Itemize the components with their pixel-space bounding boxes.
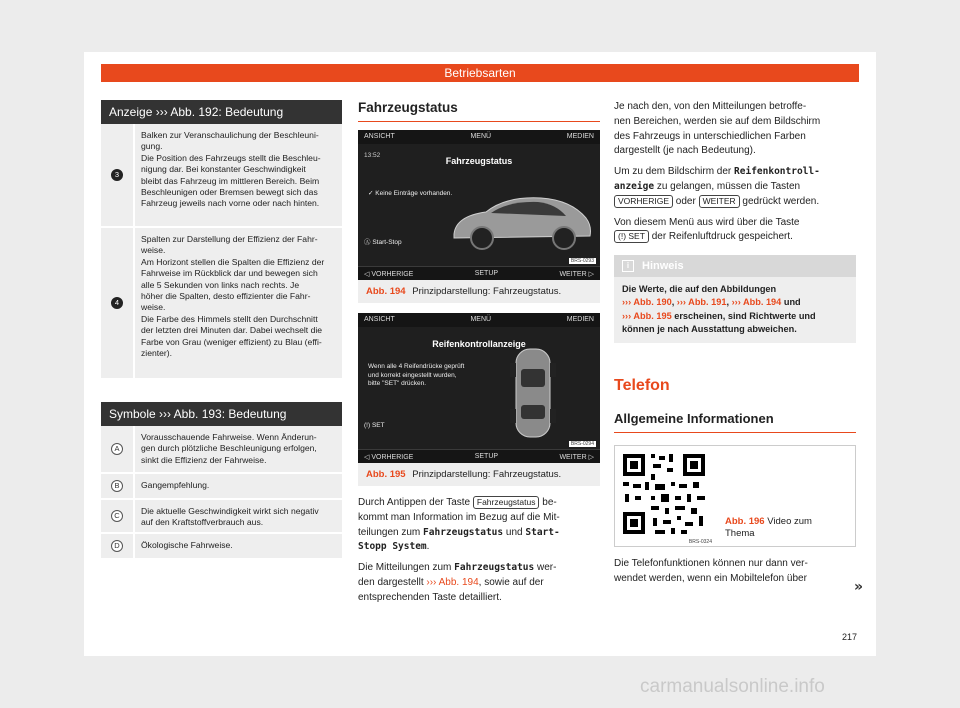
- tyre-monitor-screen: [358, 313, 600, 463]
- callout-c-icon: C: [111, 510, 123, 522]
- figure-caption: [358, 463, 600, 486]
- chapter-title: Telefon: [614, 376, 670, 394]
- prev-softkey: ◁ VORHERIGE: [364, 454, 414, 461]
- figure-code: BRS-0324: [688, 538, 712, 545]
- table-cell: Gangempfehlung.: [133, 474, 342, 498]
- table-cell: Vorausschauende Fahrweise. Wenn Änderun- gen durch plötzliche Beschleunigung erfolgen, sinkt die Effizienz der Fahrweise.: [133, 426, 342, 472]
- setup-softkey: SETUP: [474, 270, 499, 277]
- section-title: Fahrzeugstatus: [358, 100, 600, 122]
- figure-link[interactable]: ››› Abb. 195: [622, 310, 672, 321]
- car-topview-icon: [508, 343, 558, 443]
- middle-column: [358, 100, 600, 606]
- menu-media: MEDIEN: [566, 133, 594, 140]
- figure-label: Abb. 196: [725, 515, 765, 527]
- callout-4-icon: 4: [111, 297, 123, 309]
- page-number: 217: [842, 632, 858, 642]
- table-cell: Spalten zur Darstellung der Effizienz der Fahr- weise. Am Horizont stellen die Spalten die Effizienz der Fahrweise im Rückblick dar und bewegen sich alle 5 Sekunden von links nach rechts. Je höher die Spalten, desto effizienter die Fahr- weise. Die Farbe des Himmels stellt den Durchschnitt der letzten drei Minuten dar. Dabei wechselt die Farbe von Grau (weniger effizient) zu Blau (effi- zienter).: [133, 228, 342, 378]
- qr-code-graphic: [615, 446, 715, 546]
- table-row: [101, 228, 342, 380]
- screen-menubar: [358, 313, 600, 327]
- figure-text: Prinzipdarstellung: Fahrzeugstatus.: [412, 469, 562, 480]
- table-cell: Die aktuelle Geschwindigkeit wirkt sich negativ auf den Kraftstoffverbrauch aus.: [133, 500, 342, 532]
- callout-3-icon: 3: [111, 169, 123, 181]
- screen-bottombar: [358, 449, 600, 463]
- menu-view: ANSICHT: [364, 133, 395, 140]
- figure-caption: [358, 280, 600, 303]
- figure-link[interactable]: ››› Abb. 194: [426, 576, 479, 588]
- continue-arrow-icon: »: [854, 579, 864, 595]
- tyre-warning-icon: (!): [364, 422, 372, 429]
- prev-softkey: ◁ VORHERIGE: [364, 271, 414, 278]
- qr-figure: [614, 445, 856, 547]
- figure-code: BRS-0294: [570, 441, 594, 447]
- table-row: [101, 474, 342, 500]
- vehicle-status-screen: [358, 130, 600, 280]
- set-key: (!) SET: [614, 230, 649, 243]
- table-cell: Ökologische Fahrweise.: [133, 534, 342, 558]
- setup-softkey: SETUP: [474, 453, 499, 460]
- watermark: carmanualsonline.info: [640, 676, 825, 697]
- screen-title: Reifenkontrollanzeige: [432, 339, 526, 349]
- screen-message: Wenn alle 4 Reifendrücke geprüft und korrekt eingestellt wurden, bitte "SET" drücken.: [368, 363, 465, 387]
- display-table-title: Anzeige ››› Abb. 192: Bedeutung: [101, 100, 342, 124]
- figure-link[interactable]: ››› Abb. 190: [622, 297, 672, 308]
- callout-a-icon: A: [111, 443, 123, 455]
- note-box: [614, 255, 856, 343]
- figure-link[interactable]: ››› Abb. 194: [731, 297, 782, 308]
- info-icon: i: [622, 260, 634, 272]
- next-key: WEITER: [699, 195, 740, 208]
- screen-menubar: [358, 130, 600, 144]
- chapter-header: Betriebsarten: [101, 64, 859, 82]
- table-cell: Balken zur Veranschaulichung der Beschleuni- gung. Die Position des Fahrzeugs stellt die Beschleu- nigung dar. Bei konstanter Geschwindigkeit bleibt das Fahrzeug im mittleren Bereich. Beim Beschleunigen oder Bremsen bewegt sich das Fahrzeug jeweils nach vorne oder nach hinten.: [133, 124, 342, 226]
- screen-bottombar: [358, 266, 600, 280]
- menu-media: MEDIEN: [566, 316, 594, 323]
- vehicle-status-key: Fahrzeugstatus: [473, 496, 540, 509]
- screen-time: 13:52: [364, 152, 381, 159]
- table-row: [101, 124, 342, 228]
- left-column: [101, 100, 342, 560]
- figure-text: Prinzipdarstellung: Fahrzeugstatus.: [412, 286, 562, 297]
- next-softkey: WEITER ▷: [559, 271, 594, 278]
- table-row: [101, 500, 342, 534]
- start-stop-button: Ⓐ Start-Stop: [364, 239, 402, 246]
- next-softkey: WEITER ▷: [559, 454, 594, 461]
- note-header: i Hinweis: [614, 255, 856, 277]
- figure-caption: Abb. 196 Video zum Thema: [725, 515, 812, 539]
- paragraph: Die Mitteilungen zum Fahrzeugstatus wer- den dargestellt ››› Abb. 194, sowie auf der entsprechenden Taste detailliert.: [358, 562, 557, 603]
- previous-key: VORHERIGE: [614, 195, 673, 208]
- screen-title: Fahrzeugstatus: [445, 156, 513, 166]
- paragraph: Je nach den, von den Mitteilungen betroffe- nen Bereichen, werden sie auf dem Bildschirm des Fahrzeugs in unterschiedlichen Farben dargestellt (je nach Bedeutung).: [614, 101, 821, 157]
- figure-label: Abb. 194: [366, 286, 406, 297]
- qr-code-icon[interactable]: [615, 446, 715, 546]
- manual-page: [84, 52, 876, 656]
- paragraph: Um zu dem Bildschirm der Reifenkontroll- anzeige zu gelangen, müssen die Tasten VORHERIGE oder WEITER gedrückt werden.: [614, 166, 820, 207]
- figure-label: Abb. 195: [366, 469, 406, 480]
- car-image-icon: [446, 186, 596, 256]
- menu-main: MENÜ: [470, 133, 492, 140]
- table-row: [101, 426, 342, 474]
- callout-d-icon: D: [111, 540, 123, 552]
- figure-code: BRS-0293: [570, 258, 594, 264]
- symbol-table-title: Symbole ››› Abb. 193: Bedeutung: [101, 402, 342, 426]
- section-title: Allgemeine Informationen: [614, 411, 856, 433]
- callout-b-icon: B: [111, 480, 123, 492]
- set-button: (!) SET: [364, 422, 385, 429]
- note-body: Die Werte, die auf den Abbildungen ››› Abb. 190, ››› Abb. 191, ››› Abb. 194 und ››› Abb. 195 erscheinen, sind Richtwerte und können je nach Ausstattung abweichen.: [622, 284, 816, 334]
- start-stop-icon: Ⓐ: [364, 239, 373, 246]
- right-column: [614, 100, 856, 587]
- figure-link[interactable]: ››› Abb. 191: [676, 297, 727, 308]
- screen-message: ✓ Keine Einträge vorhanden.: [368, 190, 453, 197]
- paragraph: Von diesem Menü aus wird über die Taste (!) SET der Reifenluftdruck gespeichert.: [614, 216, 800, 243]
- menu-view: ANSICHT: [364, 316, 395, 323]
- paragraph: Die Telefonfunktionen können nur dann ver- wendet werden, wenn ein Mobiltelefon über: [614, 557, 808, 584]
- table-row: [101, 534, 342, 560]
- paragraph: Durch Antippen der Taste Fahrzeugstatus be- kommt man Information im Bezug auf die Mit- teilungen zum Fahrzeugstatus und Start- Stopp System.: [358, 497, 560, 553]
- menu-main: MENÜ: [470, 316, 492, 323]
